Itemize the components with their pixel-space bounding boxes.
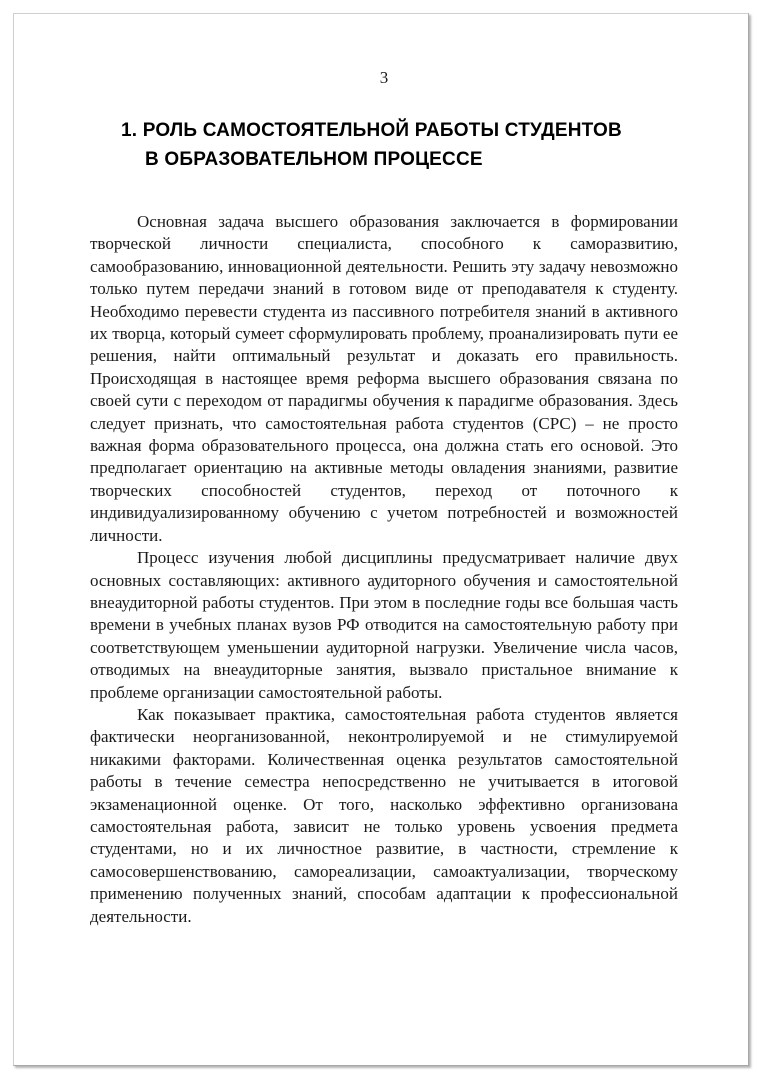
body-paragraph: Основная задача высшего образования заключается в формировании творческой личности специалиста, способного к саморазвитию, самообразованию, инновационной деятельности. Решить эту задачу невозможно только путем передачи знаний в готовом виде от преподавателя к студенту. Необходимо перевести студента из пассивного потребителя знаний в активного их творца, который сумеет сформулировать проблему, проанализировать пути ее решения, найти оптимальный результат и доказать его правильность. Происходящая в настоящее время реформа высшего образования связана по своей сути с переходом от парадигмы обучения к парадигме образования. Здесь следует признать, что самостоятельная работа студентов (СРС) – не просто важная форма образовательного процесса, она должна стать его основой. Это предполагает ориентацию на активные методы овладения знаниями, развитие творческих способностей студентов, переход от поточного к индивидуализированному обучению с учетом потребностей и возможностей личности.: [90, 212, 678, 545]
section-heading-line-2: В ОБРАЗОВАТЕЛЬНОМ ПРОЦЕССЕ: [145, 149, 483, 170]
body-paragraph: Как показывает практика, самостоятельная работа студентов является фактически неорганизованной, неконтролируемой и не стимулируемой никакими факторами. Количественная оценка результатов самостоятельной работы в течение семестра непосредственно не учитывается в итоговой экзаменационной оценке. От того, насколько эффективно организована самостоятельная работа, зависит не только уровень усвоения предмета студентами, но и их личностное развитие, в частности, стремление к самосовершенствованию, самореализации, самоактуализации, творческому применению полученных знаний, способам адаптации к профессиональной деятельности.: [90, 704, 678, 926]
section-heading-line-1: 1. РОЛЬ САМОСТОЯТЕЛЬНОЙ РАБОТЫ СТУДЕНТОВ: [121, 120, 622, 141]
page-number: 3: [379, 68, 389, 87]
body-paragraph: Процесс изучения любой дисциплины предусматривает наличие двух основных составляющих: активного аудиторного обучения и самостоятельной внеаудиторной работы студентов. При этом в последние годы все большая часть времени в учебных планах вузов РФ отводится на самостоятельную работу при соответствующем уменьшении аудиторной нагрузки. Увеличение числа часов, отводимых на внеаудиторные занятия, вызвало пристальное внимание к проблеме организации самостоятельной работы.: [90, 548, 678, 702]
document-page: [13, 13, 749, 1066]
body-text: [90, 211, 678, 928]
section-heading: [121, 116, 678, 174]
page-content: [90, 14, 678, 928]
